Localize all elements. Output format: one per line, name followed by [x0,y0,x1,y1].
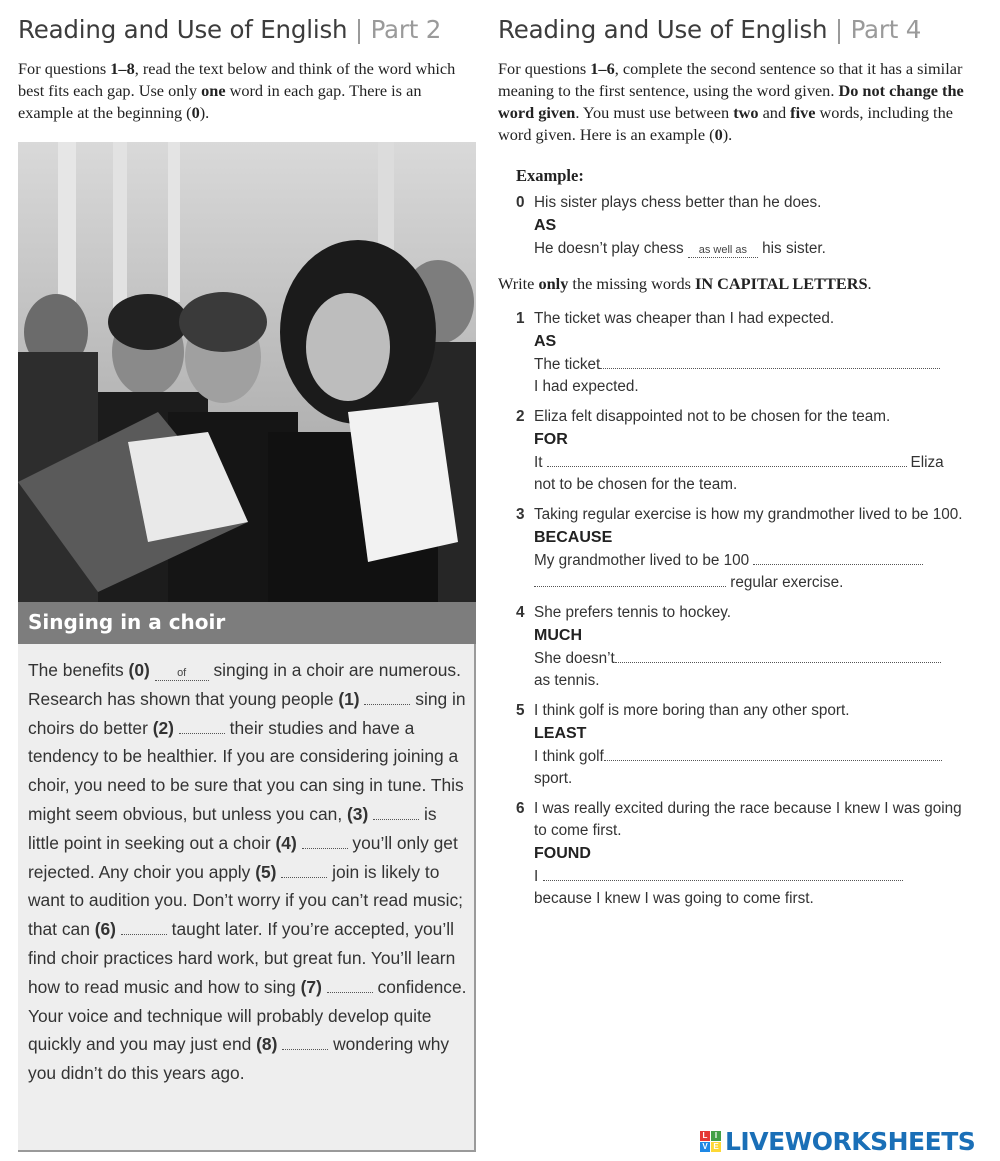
part4-heading-main: Reading and Use of English [498,15,828,44]
answer-blank-1[interactable] [600,356,940,369]
question-1 [516,308,968,398]
instr-text: , complete the second sentence so that it has a similar meaning to the first sentence, using the word given. [498,59,963,100]
answer-blank-5[interactable] [604,748,942,761]
example-answer [534,238,968,260]
gap-example-answer: of [155,666,209,681]
gap-number-1: (1) [338,688,360,709]
answer-line [534,866,968,888]
part2-instructions [18,58,480,124]
liveworksheets-brand [700,1127,975,1156]
example-title: Example: [516,166,584,185]
answer-continuation-line [534,572,968,594]
question-text: Taking regular exercise is how my grandmother lived to be 100. [534,506,963,523]
question-text: I think golf is more boring than any other sport. [534,702,850,719]
answer-blank-3b[interactable] [534,574,726,587]
question-4 [516,602,968,692]
answer-text: I think golf [534,748,604,765]
part4-heading-sep: | [827,15,851,44]
answer-line [534,452,968,474]
instr-text: . [867,274,872,293]
part2-heading-sep: | [347,15,371,44]
passage-segment: confidence. Your voice and technique will probably develop quite quickly and you may just end [28,976,467,1055]
instr-bold: 0 [714,125,723,144]
answer-continuation: sport. [534,770,573,787]
answer-line [534,746,968,768]
answer-text: He doesn’t play chess [534,240,688,257]
instr-text: and [758,103,791,122]
part4-instructions [498,58,968,146]
gap-number-3: (3) [347,803,369,824]
gap-4-blank[interactable] [302,834,348,849]
instr-text: ). [722,125,733,144]
passage-segment: is little point in seeking out a choir [28,803,437,853]
answer-text: I [534,868,539,885]
question-text: Eliza felt disappointed not to be chosen for the team. [534,408,891,425]
instr-bold: 1–8 [110,59,135,78]
answer-continuation: because I knew I was going to come first. [534,890,814,907]
gap-8-blank[interactable] [282,1035,328,1050]
question-number: 3 [516,506,525,523]
instr-bold: five [790,103,816,122]
caption-bar [18,602,476,644]
write-instruction [498,274,968,294]
answer-blank-6[interactable] [543,868,903,881]
instr-text: For questions [498,59,591,78]
instr-bold: IN CAPITAL LETTERS [695,274,868,293]
key-word: AS [534,333,557,350]
choir-photo [18,142,476,602]
answer-line [534,550,968,572]
passage-segment: taught later. If you’re accepted, you’ll find choir practices hard work, but great fun. You’ll learn how to read music and how to sing [28,919,456,997]
instr-text: words, including the word given. Here is an example ( [498,103,953,144]
logo-letter: I [711,1131,721,1141]
gap-number-6: (6) [94,919,116,940]
part2-heading [18,15,480,44]
answer-text: his sister. [757,240,826,257]
key-word: FOUND [534,845,591,862]
gap-7-blank[interactable] [327,978,373,993]
question-6 [516,798,968,910]
answer-line [534,648,968,670]
passage-text [28,656,468,1088]
gap-1-blank[interactable] [364,690,410,705]
question-text: The ticket was cheaper than I had expected. [534,310,835,327]
question-number: 5 [516,702,525,719]
logo-letter: V [700,1142,710,1152]
passage-segment: join is likely to want to audition you. Don’t worry if you can’t read music; that can [28,861,463,940]
instr-text: word in each gap. There is an example at the beginning ( [18,81,422,122]
instr-text: For questions [18,59,111,78]
gap-number-5: (5) [255,861,277,882]
logo-letter: L [700,1131,710,1141]
instr-bold: Do not change the word given [498,81,964,122]
liveworksheets-logo-icon [700,1131,721,1152]
question-2 [516,406,968,496]
instr-bold: 1–6 [590,59,615,78]
gap-2-blank[interactable] [179,719,225,734]
question-text: His sister plays chess better than he does. [534,194,822,211]
key-word: AS [534,217,557,234]
gap-number-0: (0) [128,660,150,680]
part2-heading-part: Part 2 [370,15,442,44]
example-question [516,192,968,260]
gap-5-blank[interactable] [281,863,327,878]
gap-number-4: (4) [275,832,297,853]
passage-segment: their studies and have a tendency to be healthier. If you are considering joining a choir, you need to be sure that you can sing in tune. This might seem obvious, but unless you can, [28,717,464,824]
instr-text: . You must use between [575,103,734,122]
key-word: LEAST [534,725,587,742]
answer-text: regular exercise. [730,574,844,591]
question-number: 4 [516,604,525,621]
instr-text: ). [199,103,210,122]
logo-letter: E [711,1142,721,1152]
instr-text: Write [498,274,539,293]
part4-heading-part: Part 4 [850,15,922,44]
instr-bold: 0 [191,103,200,122]
question-5 [516,700,968,790]
answer-continuation: I had expected. [534,378,639,395]
answer-continuation: not to be chosen for the team. [534,476,738,493]
brand-text: LIVEWORKSHEETS [725,1127,976,1156]
example-filled-answer: as well as [688,243,758,258]
question-number: 2 [516,408,525,425]
question-text: I was really excited during the race because I knew I was going to come first. [534,800,962,839]
answer-text: The ticket [534,356,601,373]
passage-segment: wondering why you didn’t do this years ago. [28,1034,450,1084]
instr-bold: one [201,81,226,100]
answer-blank-4[interactable] [615,650,941,663]
answer-text: Eliza [910,454,944,471]
question-number: 6 [516,800,525,817]
answer-line [534,354,968,376]
gap-6-blank[interactable] [121,920,167,935]
passage-segment: The benefits [28,660,129,680]
passage-box [18,644,476,1152]
answer-text: She doesn’t [534,650,615,667]
question-number: 0 [516,194,525,211]
answer-blank-3[interactable] [753,552,923,565]
question-number: 1 [516,310,525,327]
gap-number-8: (8) [256,1034,278,1055]
answer-text: It [534,454,543,471]
answer-continuation: as tennis. [534,672,600,689]
left-column [18,0,480,124]
choir-photo-illustration [18,142,476,602]
gap-3-blank[interactable] [373,805,419,820]
question-text: She prefers tennis to hockey. [534,604,731,621]
passage-segment: you’ll only get rejected. Any choir you apply [28,832,458,882]
part2-heading-main: Reading and Use of English [18,15,348,44]
right-column [498,0,968,910]
passage-segment: singing in a choir are numerous. Research has shown that young people [28,660,461,709]
gap-number-2: (2) [152,717,174,738]
key-word: FOR [534,431,568,448]
instr-bold: two [733,103,759,122]
question-3 [516,504,968,594]
gap-number-7: (7) [300,976,322,997]
key-word: MUCH [534,627,582,644]
passage-segment: sing in choirs do better [28,688,466,738]
answer-blank-2[interactable] [547,454,907,467]
key-word: BECAUSE [534,529,613,546]
instr-text: the missing words [568,274,695,293]
answer-text: My grandmother lived to be 100 [534,552,750,569]
instr-text: , read the text below and think of the word which best fits each gap. Use only [18,59,456,100]
instr-bold: only [538,274,569,293]
passage-title: Singing in a choir [28,610,226,634]
part4-heading [498,15,968,44]
